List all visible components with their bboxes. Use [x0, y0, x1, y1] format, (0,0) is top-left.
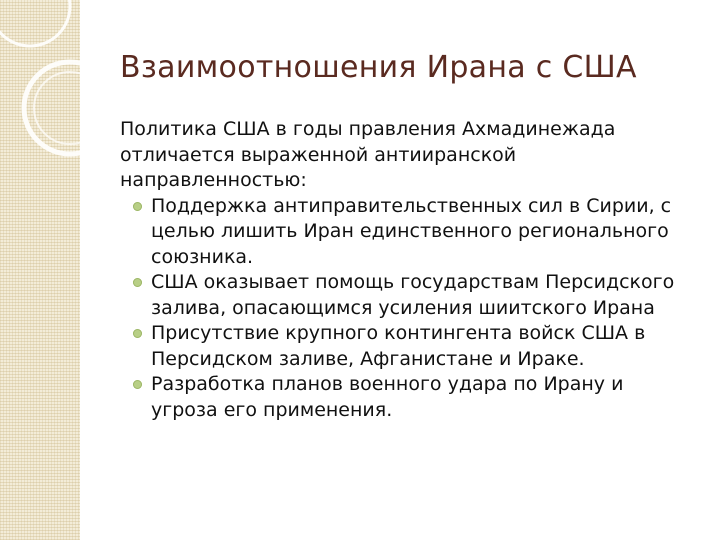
bullet-list	[120, 194, 690, 424]
decorative-sidebar	[0, 0, 80, 540]
bullet-text: Поддержка антиправительственных сил в Сирии, с целью лишить Иран единственного регионального союзника.	[151, 194, 672, 268]
slide-body	[120, 117, 690, 423]
intro-text: Политика США в годы правления Ахмадинежада отличается выраженной антииранской направленностью:	[120, 118, 616, 191]
slide-title: Взаимоотношения Ирана с США	[120, 50, 637, 85]
bullet-item	[120, 372, 690, 423]
bullet-text: Присутствие крупного контингента войск США в Персидском заливе, Афганистане и Ираке.	[151, 322, 646, 370]
round-bullet-icon	[133, 380, 142, 389]
bullet-item	[120, 194, 690, 271]
bullet-text: Разработка планов военного удара по Ирану и угроза его применения.	[151, 373, 624, 421]
round-bullet-icon	[133, 329, 142, 338]
bullet-text: США оказывает помощь государствам Персидского залива, опасающимся усиления шиитского Ирана	[151, 271, 675, 319]
bullet-item	[120, 321, 690, 372]
decorative-circles-icon	[0, 0, 80, 540]
bullet-item	[120, 270, 690, 321]
round-bullet-icon	[133, 202, 142, 211]
round-bullet-icon	[133, 278, 142, 287]
